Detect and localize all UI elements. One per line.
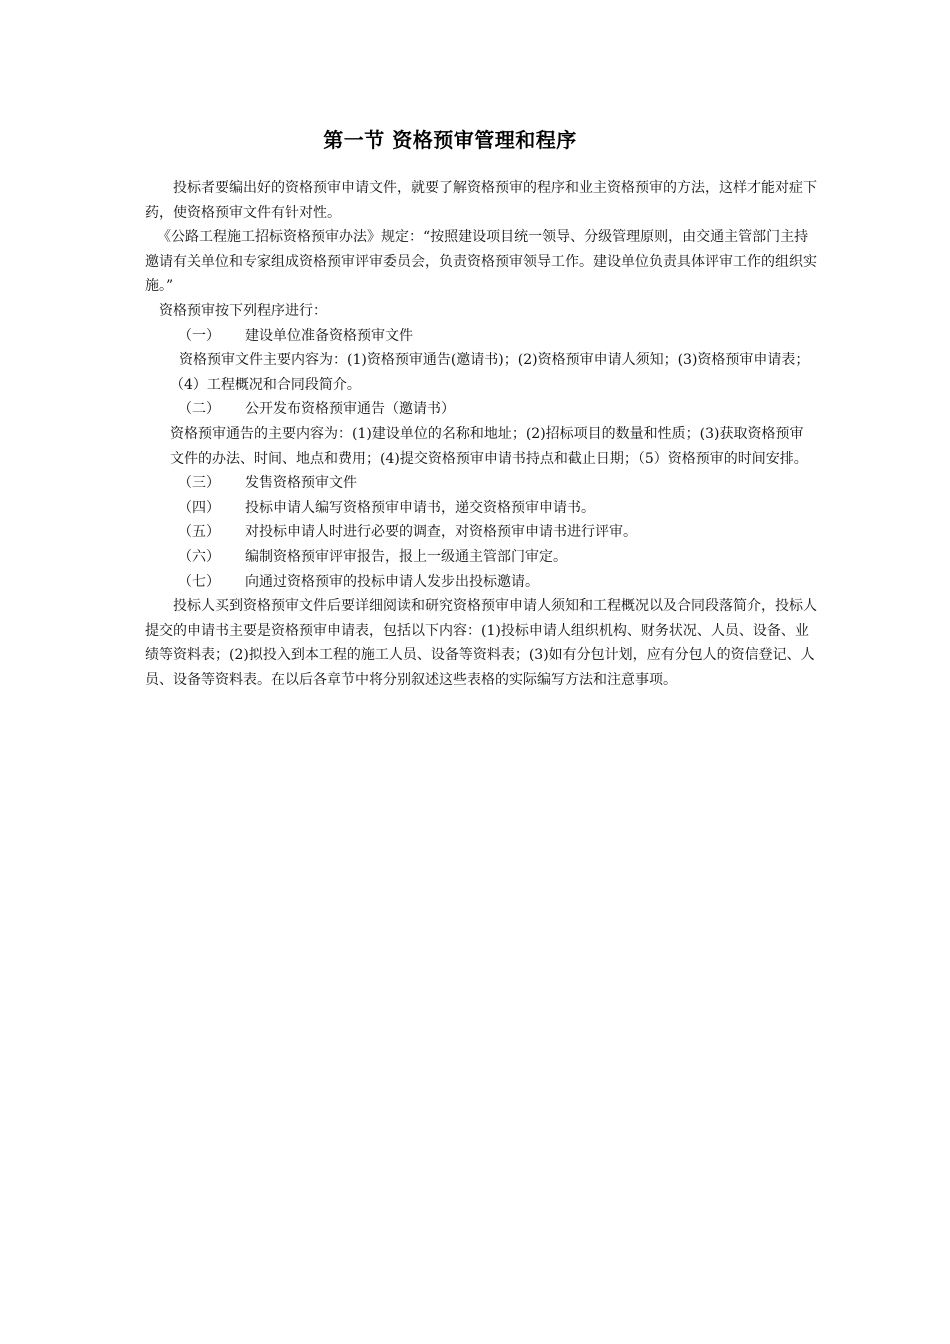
- page-title: 第一节 资格预审管理和程序: [323, 128, 577, 152]
- step-number: （五）: [178, 524, 220, 541]
- step-item-2: [145, 397, 817, 422]
- step-number: （二）: [178, 401, 220, 418]
- step-text: 向通过资格预审的投标申请人发步出投标邀请。: [245, 573, 539, 590]
- step-item-6: [145, 545, 817, 570]
- step-number: （七）: [178, 573, 220, 590]
- step-detail-2: 资格预审通告的主要内容为：(1)建设单位的名称和地址；(2)招标项目的数量和性质；(3)获取资格预审文件的办法、时间、地点和费用；(4)提交资格预审申请书持点和截止日期；（5）资格预审的时间安排。: [170, 425, 808, 467]
- step-text: 建设单位准备资格预审文件: [245, 327, 413, 344]
- document-body: [145, 176, 817, 692]
- step-number: （一）: [178, 327, 220, 344]
- step-number: （六）: [178, 548, 220, 565]
- step-item-3: [145, 471, 817, 496]
- step-item-4: [145, 496, 817, 521]
- step-text: 对投标申请人时进行必要的调查，对资格预审申请书进行评审。: [245, 524, 637, 541]
- procedure-intro: 资格预审按下列程序进行：: [159, 302, 327, 319]
- step-text: 投标申请人编写资格预审申请书，递交资格预审申请书。: [245, 499, 595, 516]
- step-detail-1: 资格预审文件主要内容为：(1)资格预审通告(邀请书)；(2)资格预审申请人须知；(3)资格预审申请表；（4）工程概况和合同段简介。: [170, 352, 810, 393]
- step-number: （三）: [178, 475, 220, 492]
- closing-paragraph: 投标人买到资格预审文件后要详细阅读和研究资格预审申请人须知和工程概况以及合同段落简介，投标人提交的申请书主要是资格预审申请表，包括以下内容：(1)投标申请人组织机构、财务状况、人员、设备、业绩等资料表；(2)拟投入到本工程的施工人员、设备等资料表；(3)如有分包计划，应有分包人的资信登记、人员、设备等资料表。在以后各章节中将分别叙述这些表格的实际编写方法和注意事项。: [145, 598, 817, 688]
- regulation-paragraph: 《公路工程施工招标资格预审办法》规定：“按照建设项目统一领导、分级管理原则，由交通主管部门主持邀请有关单位和专家组成资格预审评审委员会，负责资格预审领导工作。建设单位负责具体评审工作的组织实施。”: [145, 229, 817, 295]
- step-item-5: [145, 520, 817, 545]
- intro-paragraph: 投标者要编出好的资格预审申请文件，就要了解资格预审的程序和业主资格预审的方法，这样才能对症下药，使资格预审文件有针对性。: [145, 180, 817, 221]
- step-item-1: [145, 324, 817, 349]
- step-text: 公开发布资格预审通告（邀请书）: [245, 401, 455, 418]
- step-item-7: [145, 570, 817, 595]
- step-number: （四）: [178, 499, 220, 516]
- step-text: 编制资格预审评审报告，报上一级通主管部门审定。: [245, 548, 567, 565]
- step-text: 发售资格预审文件: [245, 475, 357, 492]
